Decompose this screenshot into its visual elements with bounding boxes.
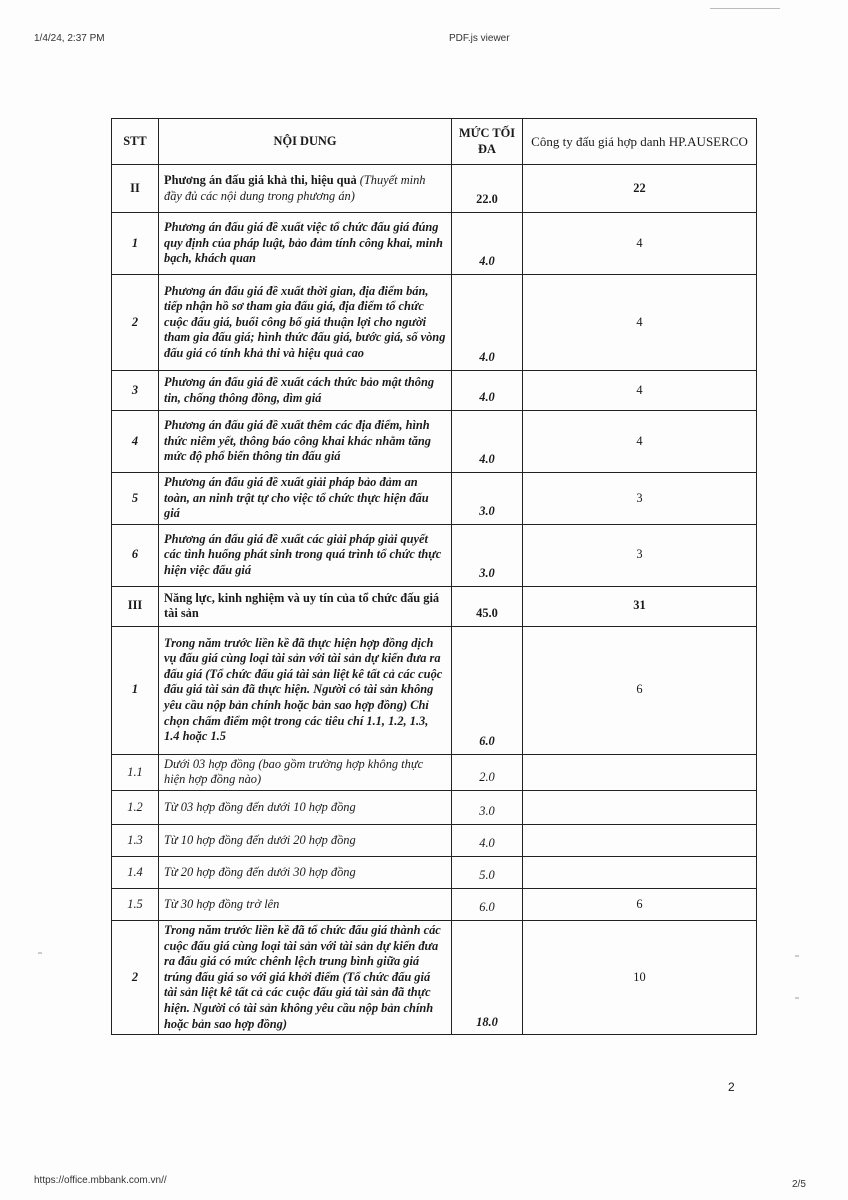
row-title: Phương án đấu giá đề xuất việc tổ chức đấu giá đúng quy định của pháp luật, bảo đảm tính công khai, minh bạch, khách quan [164, 220, 443, 266]
row-company-score [523, 754, 757, 790]
row-content [159, 888, 452, 920]
footer-url: https://office.mbbank.com.vn// [34, 1175, 167, 1186]
row-company-score [523, 856, 757, 888]
row-company-score: 4 [523, 213, 757, 275]
header-stt: STT [112, 119, 159, 165]
scan-speck [38, 952, 42, 954]
row-stt: II [112, 165, 159, 213]
row-content [159, 920, 452, 1034]
row-title: Trong năm trước liền kề đã thực hiện hợp đồng dịch vụ đấu giá cùng loại tài sản với tài sản dự kiến đưa ra đấu giá (Tổ chức đấu giá tài sản liệt kê tất cả các cuộc đấu giá tài sản đã thực hiện. Người có tài sản không yêu cầu nộp bản chính hoặc bản sao hợp đồng) Chỉ chọn chấm điểm một trong các tiêu chí 1.1, 1.2, 1.3, 1.4 hoặc 1.5 [164, 635, 443, 744]
row-content [159, 213, 452, 275]
row-max-score: 5.0 [452, 856, 523, 888]
table-row [112, 371, 757, 411]
row-max-score: 45.0 [452, 586, 523, 626]
scan-speck [795, 955, 799, 957]
table-row [112, 524, 757, 586]
row-title: Phương án đấu giá đề xuất thời gian, địa điểm bán, tiếp nhận hồ sơ tham gia đấu giá, địa điểm tổ chức cuộc đấu giá, buổi công bố giá thuận lợi cho người tham gia đấu giá; hình thức đấu giá, bước giá, số vòng đấu giá có tính khả thi và hiệu quả cao [164, 283, 446, 360]
table-row [112, 165, 757, 213]
table-row [112, 586, 757, 626]
row-stt: 1.5 [112, 888, 159, 920]
row-content [159, 626, 452, 754]
top-edge-line [710, 8, 780, 9]
row-stt: 4 [112, 411, 159, 473]
row-title: Phương án đấu giá khả thi, hiệu quả [164, 172, 357, 187]
row-max-score: 4.0 [452, 275, 523, 371]
table-row [112, 411, 757, 473]
row-content [159, 165, 452, 213]
row-content [159, 524, 452, 586]
row-stt: 2 [112, 920, 159, 1034]
row-company-score: 31 [523, 586, 757, 626]
row-company-score: 3 [523, 524, 757, 586]
row-title: Phương án đấu giá đề xuất cách thức bảo mật thông tin, chống thông đồng, dìm giá [164, 374, 435, 405]
table-header-row [112, 119, 757, 165]
table-row [112, 888, 757, 920]
row-content [159, 824, 452, 856]
scoring-table [111, 118, 757, 1035]
row-company-score: 6 [523, 888, 757, 920]
page-number: 2 [728, 1080, 735, 1094]
table-row [112, 626, 757, 754]
row-max-score: 4.0 [452, 411, 523, 473]
row-title: Dưới 03 hợp đồng (bao gồm trường hợp không thực hiện hợp đồng nào) [164, 756, 424, 787]
row-stt: 5 [112, 473, 159, 525]
row-max-score: 22.0 [452, 165, 523, 213]
row-company-score: 22 [523, 165, 757, 213]
row-title: Năng lực, kinh nghiệm và uy tín của tổ chức đấu giá tài sản [164, 590, 440, 621]
row-content [159, 790, 452, 824]
row-title: Từ 20 hợp đồng đến dưới 30 hợp đồng [164, 864, 356, 879]
row-stt: 3 [112, 371, 159, 411]
row-title: Phương án đấu giá đề xuất các giải pháp giải quyết các tình huống phát sinh trong quá trình tổ chức thực hiện việc đấu giá [164, 531, 442, 578]
table-row [112, 790, 757, 824]
row-max-score: 2.0 [452, 754, 523, 790]
table-row [112, 213, 757, 275]
viewer-title: PDF.js viewer [449, 33, 510, 44]
header-max: MỨC TỐI ĐA [452, 119, 523, 165]
footer-page-count: 2/5 [792, 1179, 806, 1190]
row-content [159, 856, 452, 888]
row-title: Phương án đấu giá đề xuất giải pháp bảo đảm an toàn, an ninh trật tự cho việc tổ chức thực hiện đấu giá [164, 475, 429, 521]
row-stt: 1.4 [112, 856, 159, 888]
row-max-score: 4.0 [452, 824, 523, 856]
row-max-score: 3.0 [452, 790, 523, 824]
row-max-score: 6.0 [452, 626, 523, 754]
row-stt: 1.3 [112, 824, 159, 856]
table-row [112, 754, 757, 790]
header-company: Công ty đấu giá hợp danh HP.AUSERCO [523, 119, 757, 165]
row-title: Từ 30 hợp đồng trở lên [164, 896, 280, 911]
row-stt: 1 [112, 213, 159, 275]
row-content [159, 586, 452, 626]
row-company-score [523, 790, 757, 824]
row-company-score: 10 [523, 920, 757, 1034]
row-title: Trong năm trước liền kề đã tổ chức đấu giá thành các cuộc đấu giá cùng loại tài sản với tài sản dự kiến đưa ra đấu giá có mức chênh lệch trung bình giữa giá trúng đấu giá so với giá khởi điểm (Tổ chức đấu giá tài sản liệt kê tất cả các cuộc đấu giá tài sản đã thực hiện. Người có tài sản không yêu cầu nộp bản chính hoặc bản sao hợp đồng) [164, 922, 441, 1031]
row-max-score: 3.0 [452, 524, 523, 586]
table-row [112, 920, 757, 1034]
row-company-score: 4 [523, 275, 757, 371]
row-stt: 2 [112, 275, 159, 371]
row-note: (Thuyết minh đầy đủ các nội dung trong phương án) [164, 172, 426, 203]
row-content [159, 371, 452, 411]
row-title: Phương án đấu giá đề xuất thêm các địa điểm, hình thức niêm yết, thông báo công khai khác nhằm tăng mức độ phổ biến thông tin đấu giá [164, 418, 431, 464]
row-content [159, 275, 452, 371]
row-max-score: 6.0 [452, 888, 523, 920]
row-max-score: 4.0 [452, 371, 523, 411]
row-stt: 1 [112, 626, 159, 754]
table-row [112, 473, 757, 525]
row-stt: III [112, 586, 159, 626]
row-stt: 6 [112, 524, 159, 586]
row-company-score [523, 824, 757, 856]
row-max-score: 18.0 [452, 920, 523, 1034]
row-stt: 1.2 [112, 790, 159, 824]
row-company-score: 4 [523, 411, 757, 473]
row-content [159, 473, 452, 525]
row-company-score: 6 [523, 626, 757, 754]
table-row [112, 856, 757, 888]
print-datetime: 1/4/24, 2:37 PM [34, 33, 105, 44]
row-title: Từ 03 hợp đồng đến dưới 10 hợp đồng [164, 799, 356, 814]
row-content [159, 754, 452, 790]
table-row [112, 275, 757, 371]
row-content [159, 411, 452, 473]
row-title: Từ 10 hợp đồng đến dưới 20 hợp đồng [164, 832, 356, 847]
row-max-score: 4.0 [452, 213, 523, 275]
row-company-score: 4 [523, 371, 757, 411]
header-content: NỘI DUNG [159, 119, 452, 165]
row-company-score: 3 [523, 473, 757, 525]
scan-speck [795, 997, 799, 999]
table-row [112, 824, 757, 856]
row-max-score: 3.0 [452, 473, 523, 525]
row-stt: 1.1 [112, 754, 159, 790]
